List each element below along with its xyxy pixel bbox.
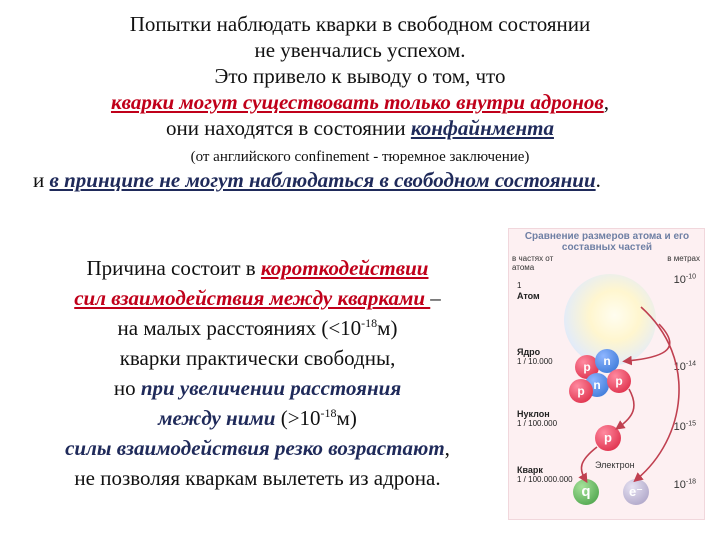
line-7-dot: . [595, 168, 601, 192]
distance-increase-phrase: при увеличении расстояния [140, 376, 402, 400]
row-atom-ratio: 1 [517, 281, 522, 290]
short-range-word: короткодействии [260, 256, 429, 280]
row-atom-name: Атом [517, 291, 540, 301]
neutron-ball-2: n [585, 373, 609, 397]
figure-title: Сравнение размеров атома и его составных частей [524, 231, 690, 253]
line-7-prefix: и [33, 168, 50, 192]
proton-ball-2: p [607, 369, 631, 393]
text-line-7 [33, 168, 713, 192]
figure-header-right: в метрах [667, 254, 700, 263]
para-3-text: на малых расстояниях (<10 [117, 316, 362, 340]
electron-label: Электрон [595, 460, 635, 470]
proton-ball-1: p [575, 355, 599, 379]
para-6-text: (>10 [275, 406, 321, 430]
neutron-ball-1: n [595, 349, 619, 373]
row-atom-exp: -10 [685, 273, 696, 281]
row-nucleon-power: 10 [673, 421, 686, 433]
row-nucleus-ratio: 1 / 10.000 [517, 357, 553, 366]
line-5-prefix: они находятся в состоянии [166, 116, 411, 140]
line-4-comma: , [603, 90, 610, 114]
para-2-dash: – [430, 286, 441, 310]
text-line-5 [0, 116, 720, 140]
interaction-forces-phrase: сил взаимодействия между кварками [74, 286, 431, 310]
electron-ball: e⁻ [623, 479, 649, 505]
row-nucleon-ratio: 1 / 100.000 [517, 419, 558, 428]
para-line-8: не позволяя кваркам вылететь из адрона. [74, 466, 441, 490]
row-quark-power: 10 [673, 479, 686, 491]
atom-scale-figure [508, 228, 705, 520]
arrow-nucleus-to-nucleon [619, 389, 634, 427]
row-quark-name: Кварк [517, 465, 543, 475]
text-line-3: Это привело к выводу о том, что [214, 64, 506, 88]
between-them-phrase: между ними [158, 406, 276, 430]
para-5-prefix: но [113, 376, 141, 400]
row-atom-power: 10 [673, 274, 686, 286]
para-line-6 [10, 403, 505, 433]
nucleon-ball: p [595, 425, 621, 451]
para-6-unit: м) [336, 406, 357, 430]
quarks-inside-hadrons-phrase: кварки могут существовать только внутри адронов [110, 90, 604, 114]
proton-ball-3: p [569, 379, 593, 403]
para-7-comma: , [444, 436, 450, 460]
para-6-exponent: -18 [320, 406, 337, 420]
para-line-1 [10, 253, 505, 283]
text-line-2: не увенчались успехом. [254, 38, 466, 62]
para-3-unit: м) [377, 316, 398, 340]
text-line-6: (от английского confinement - тюремное заключение) [190, 149, 530, 165]
row-nucleon-name: Нуклон [517, 409, 550, 419]
arrow-atom-to-nucleus [627, 324, 670, 361]
confinement-word: конфайнмента [410, 116, 554, 140]
row-nucleus-name: Ядро [517, 347, 541, 357]
quark-ball: q [573, 479, 599, 505]
row-quark-ratio: 1 / 100.000.000 [517, 475, 573, 484]
text-line-1: Попытки наблюдать кварки в свободном состоянии [129, 12, 591, 36]
figure-header-left: в частях от атома [512, 254, 554, 272]
arrow-atom-to-electron [637, 307, 679, 479]
row-nucleus-exp: -14 [685, 360, 696, 368]
para-line-3 [10, 313, 505, 343]
para-3-exponent: -18 [361, 316, 378, 330]
forces-increase-phrase: силы взаимодействия резко возрастают [65, 436, 445, 460]
row-nucleon-exp: -15 [685, 420, 696, 428]
para-line-7 [10, 433, 505, 463]
text-line-4 [0, 90, 720, 114]
scale-arrows [509, 229, 704, 519]
cannot-be-observed-phrase: в принципе не могут наблюдаться в свободном состоянии [49, 168, 596, 192]
arrow-nucleon-to-quark [581, 447, 597, 479]
para-1-prefix: Причина состоит в [86, 256, 261, 280]
row-quark-exp: -18 [685, 478, 696, 486]
para-line-4: кварки практически свободны, [119, 346, 396, 370]
row-nucleus-power: 10 [673, 361, 686, 373]
para-line-2 [10, 283, 505, 313]
para-line-5 [10, 373, 505, 403]
